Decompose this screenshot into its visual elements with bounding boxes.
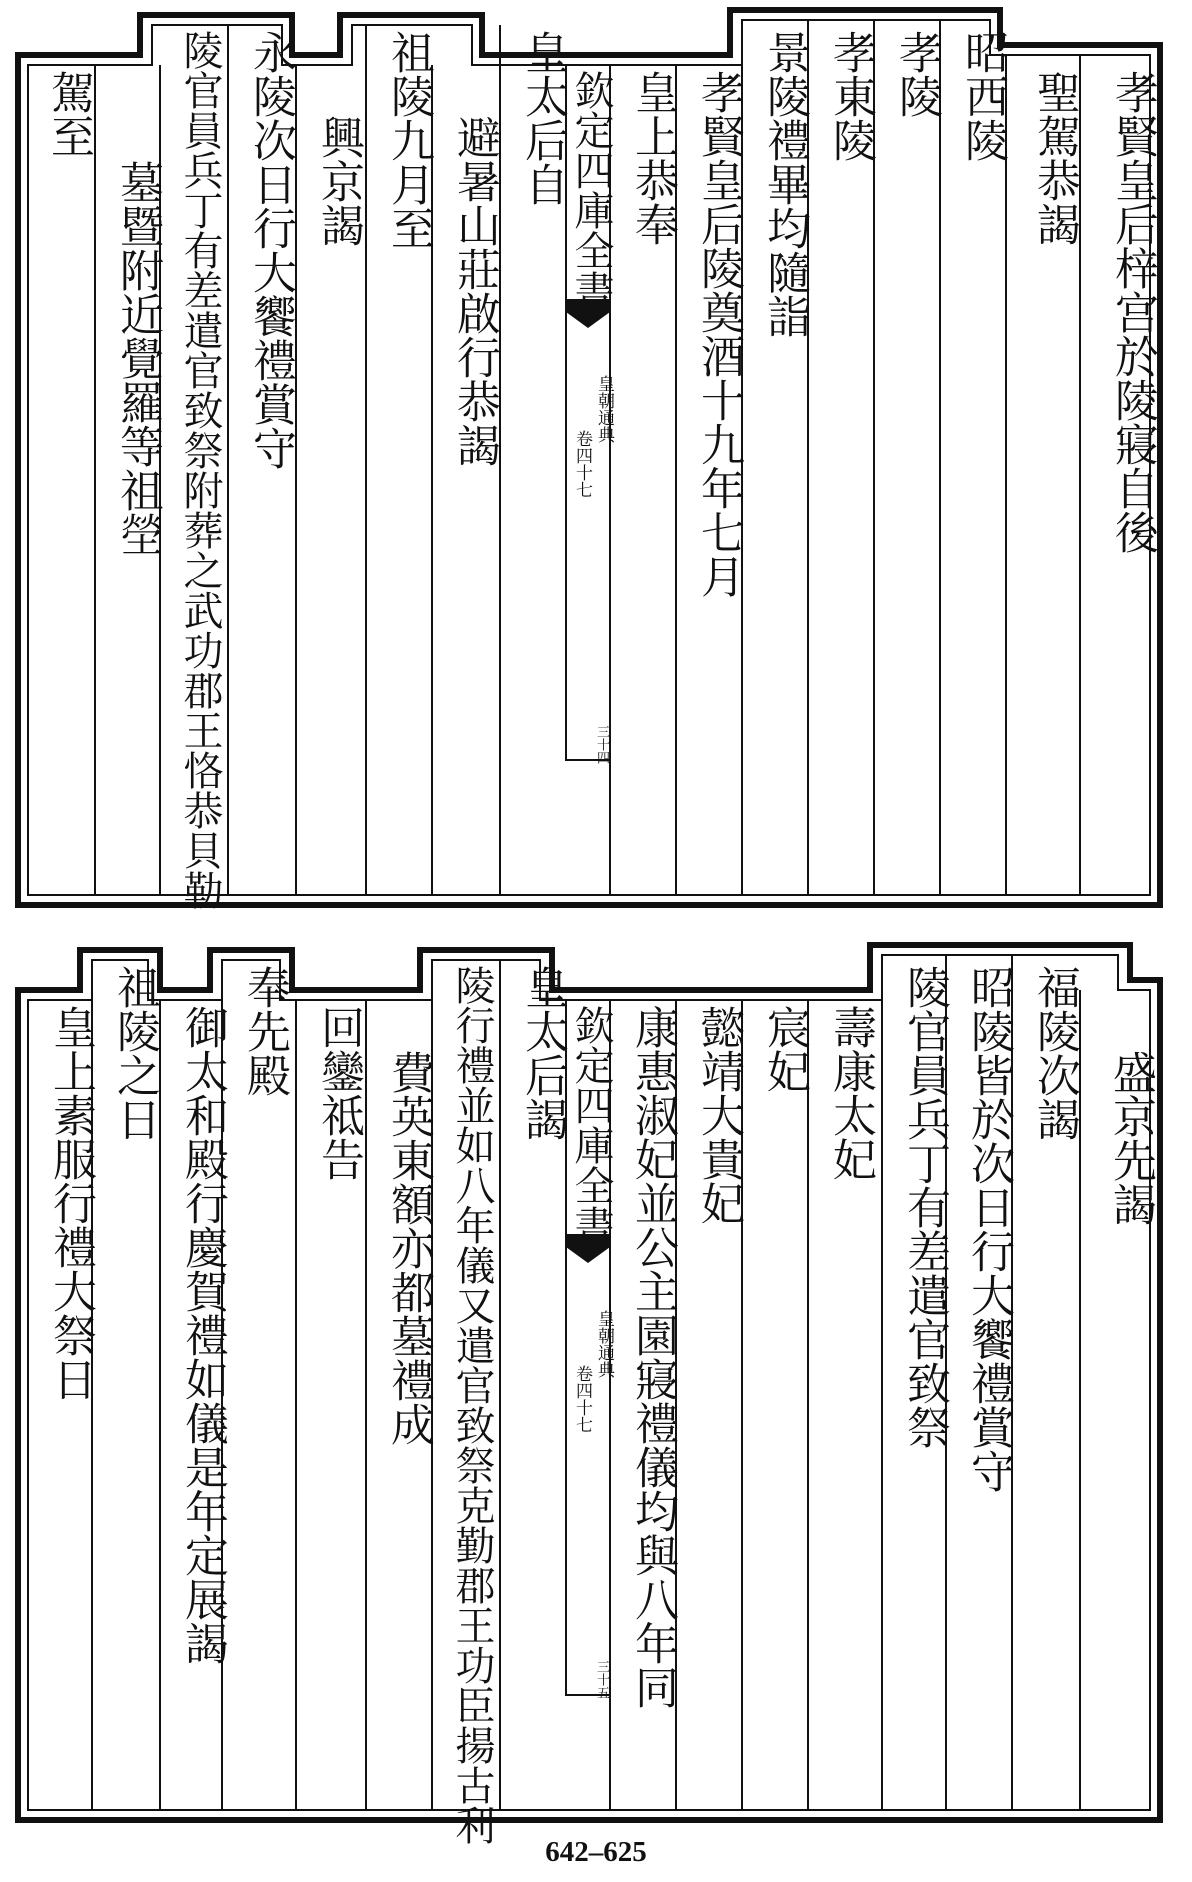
book-name: 皇朝通典: [594, 1310, 614, 1378]
column-14: 御太和殿行慶賀禮如儀是年定展謁: [177, 1005, 228, 1665]
column-16: 駕至: [43, 70, 94, 158]
column-6: 景陵禮畢均隨詣: [759, 30, 810, 338]
column-13: 永陵次日行大饗禮賞守: [245, 30, 296, 470]
column-8: 康惠淑妃並公主園寢禮儀均與八年同: [627, 1005, 678, 1709]
column-12: 興京謁: [313, 115, 364, 247]
column-11: 祖陵九月至: [383, 30, 434, 250]
column-7: 孝賢皇后陵奠酒十九年七月: [693, 70, 744, 598]
column-10: 避暑山莊啟行恭謁: [449, 115, 500, 467]
column-2: 聖駕恭謁: [1029, 70, 1080, 246]
column-8: 皇上恭奉: [627, 70, 678, 246]
column-15: 墓暨附近覺羅等祖塋: [112, 160, 163, 556]
juan-number: 卷四十七: [572, 1365, 592, 1433]
column-4: 陵官員兵丁有差遣官致祭: [899, 965, 950, 1449]
column-15: 祖陵之日: [109, 965, 160, 1141]
column-13: 奉先殿: [239, 965, 290, 1097]
top-page: [0, 0, 1192, 920]
column-10: 陵行禮並如八年儀又遣官致祭克勤郡王功臣揚古利: [449, 965, 495, 1845]
column-6: 宸妃: [759, 1005, 810, 1093]
column-11: 費英東額亦都墓禮成: [383, 1050, 434, 1446]
volume-title: 欽定四庫全書: [568, 70, 614, 310]
column-1: 孝賢皇后梓宫於陵寢自後: [1107, 70, 1158, 554]
column-2: 福陵次謁: [1029, 965, 1080, 1141]
folio-number: 三十四: [594, 725, 609, 764]
juan-number: 卷四十七: [572, 430, 592, 498]
column-5: 壽康太妃: [825, 1005, 876, 1181]
page-footer-number: 642–625: [545, 1836, 647, 1868]
column-12: 回鑾祗告: [313, 1005, 364, 1181]
column-1: 盛京先謁: [1105, 1050, 1156, 1226]
column-4: 孝陵: [891, 30, 942, 118]
column-9: 皇太后謁: [517, 965, 568, 1141]
volume-title: 欽定四庫全書: [568, 1005, 614, 1245]
column-9: 皇太后自: [517, 30, 568, 206]
folio-number: 三十五: [594, 1660, 609, 1699]
column-3: 昭西陵: [957, 30, 1008, 162]
column-5: 孝東陵: [825, 30, 876, 162]
column-16: 皇上素服行禮大祭日: [45, 1005, 96, 1401]
book-name: 皇朝通典: [594, 375, 614, 443]
column-14: 陵官員兵丁有差遣官致祭附葬之武功郡王恪恭貝勒: [177, 30, 223, 910]
column-3: 昭陵皆於次日行大饗禮賞守: [963, 965, 1014, 1493]
bottom-page: [0, 935, 1192, 1845]
column-7: 懿靖大貴妃: [693, 1005, 744, 1225]
